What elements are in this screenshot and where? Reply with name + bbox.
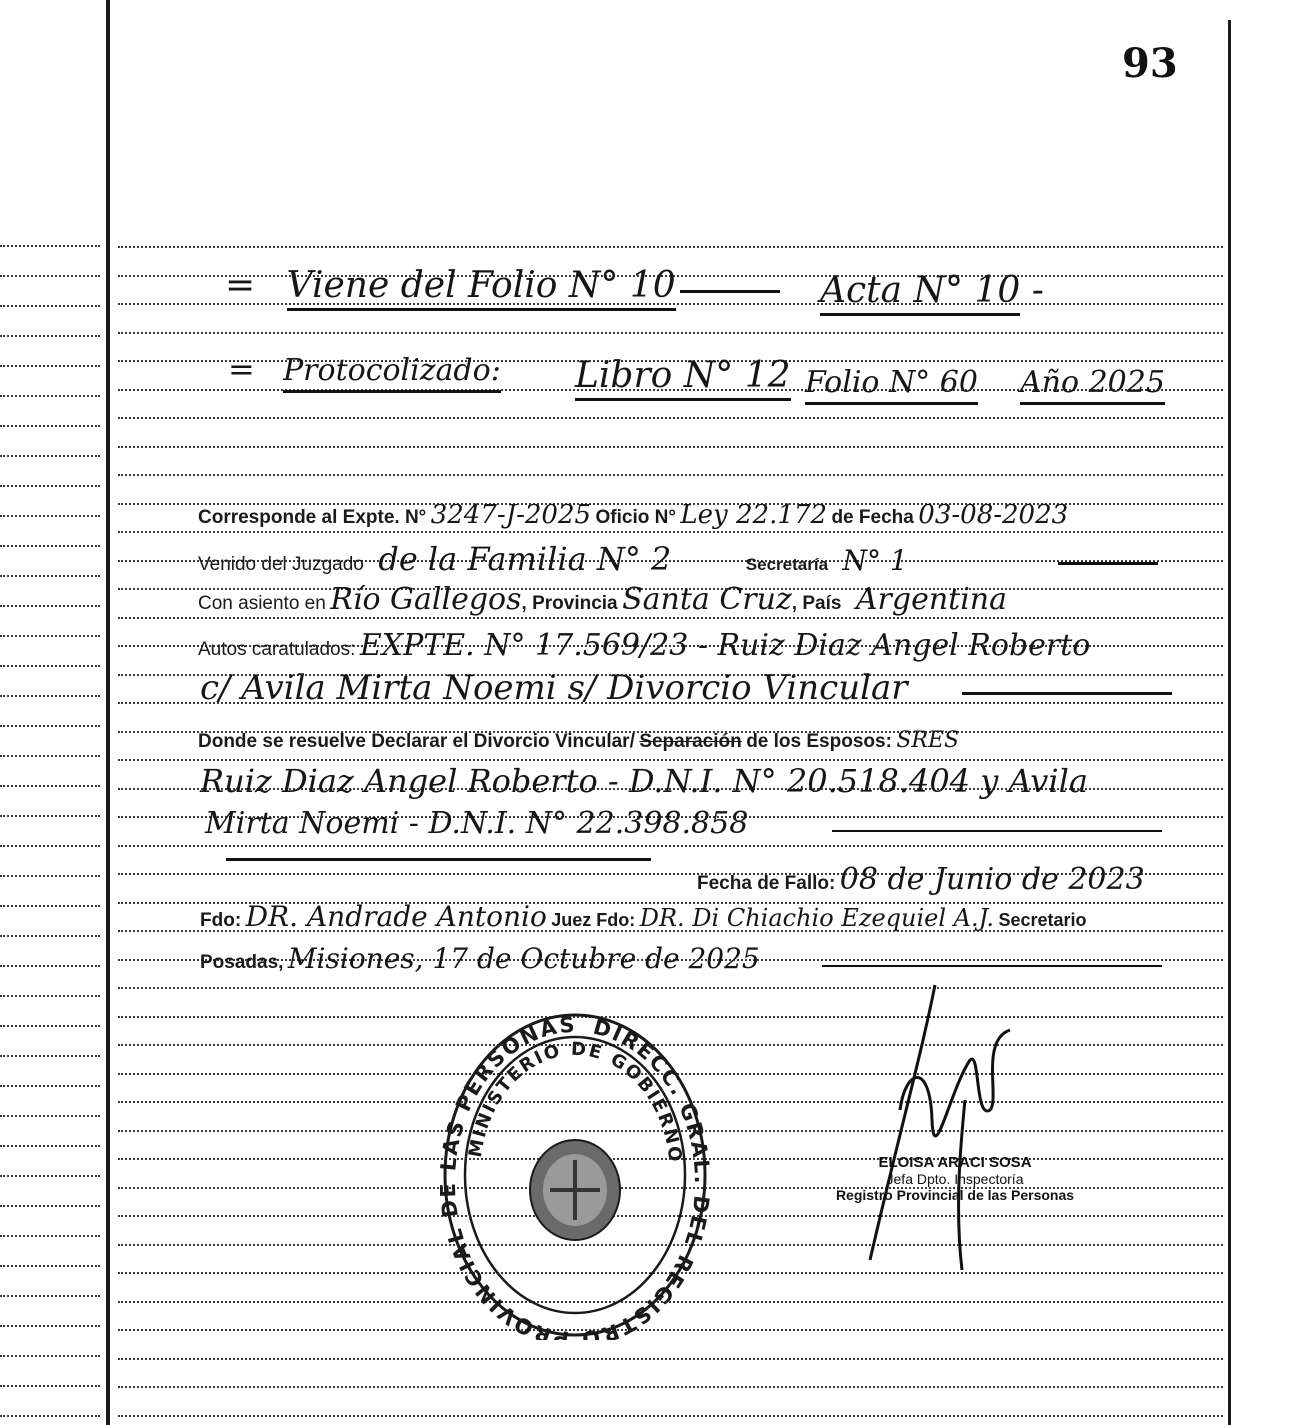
margin-rule: [0, 845, 100, 847]
margin-rule: [0, 1235, 100, 1237]
margin-rule: [0, 1145, 100, 1147]
form-row-juzgado: Venido del Juzgado de la Familia N° 2 Secretaría N° 1: [198, 540, 908, 578]
margin-rule: [0, 935, 100, 937]
signature-block: [810, 1154, 1100, 1203]
margin-rule: [0, 695, 100, 697]
line1-prefix: =: [225, 265, 256, 306]
ruled-line: [118, 845, 1223, 847]
ruled-line: [118, 1386, 1223, 1388]
margin-rule: [0, 545, 100, 547]
acta-number: Acta N° 10 -: [820, 270, 1044, 311]
form-row-esposos-2: Mirta Noemi - D.N.I. N° 22.398.858: [205, 806, 749, 841]
dash-row8: [832, 830, 1162, 832]
page-number: 93: [1122, 40, 1178, 87]
signatory-name: ELOISA ARACI SOSA: [878, 1154, 1032, 1171]
ruled-line: [118, 1358, 1223, 1360]
folio-number: Folio N° 60: [805, 365, 978, 405]
ruled-line: [118, 759, 1223, 761]
margin-rule: [0, 1385, 100, 1387]
margin-rule: [0, 485, 100, 487]
margin-rule: [0, 995, 100, 997]
form-row-autos: Autos caratulados: EXPTE. N° 17.569/23 - Ruiz Diaz Angel Roberto: [198, 628, 1091, 663]
margin-rule: [0, 245, 100, 247]
margin-rule: [0, 1085, 100, 1087]
margin-rule: [0, 515, 100, 517]
ruled-line: [118, 446, 1223, 448]
margin-rule: [0, 875, 100, 877]
margin-rule: [0, 725, 100, 727]
left-margin-line: [106, 0, 110, 1425]
form-row-resuelve: Donde se resuelve Declarar el Divorcio Vincular/ Separación de los Esposos: SRES: [198, 728, 960, 753]
dash-under-row8: [226, 858, 651, 861]
signatory-org: Registro Provincial de las Personas: [835, 1187, 1075, 1203]
dash-row2: [1058, 562, 1158, 565]
seal-outer-text: DIRECC. GRA EL REGISTRO PROVINCIAL AS PERSONAS: [440, 1012, 710, 1340]
margin-rule: [0, 905, 100, 907]
margin-rule: [0, 1025, 100, 1027]
margin-rule: [0, 1265, 100, 1267]
seal-inner-text: MINISTERIO DE GOBIERNO: [464, 1038, 686, 1165]
form-row-posadas: Posadas, Misiones, 17 de Octubre de 2025: [200, 942, 760, 975]
viene-del-folio: Viene del Folio N° 10: [287, 265, 676, 311]
margin-rule: [0, 275, 100, 277]
margin-rule: [0, 635, 100, 637]
header-line-2: [228, 350, 501, 388]
anio: Año 2025: [1020, 365, 1165, 405]
margin-rule: [0, 1175, 100, 1177]
margin-rule: [0, 1415, 100, 1417]
line2-prefix: =: [228, 350, 255, 388]
margin-rule: [0, 785, 100, 787]
margin-rule: [0, 575, 100, 577]
header-line-1: [225, 265, 676, 306]
right-margin-line: [1228, 20, 1231, 1425]
protocolizado-label: Protocolizado:: [283, 353, 501, 393]
ruled-line: [118, 531, 1223, 533]
signatory-role: Jefa Dpto. Inspectoría: [886, 1171, 1024, 1187]
margin-rule: [0, 425, 100, 427]
dash-connector: [680, 290, 780, 293]
margin-rule: [0, 755, 100, 757]
dash-row11: [822, 965, 1162, 967]
libro-number: Libro N° 12: [575, 355, 791, 401]
margin-rule: [0, 1355, 100, 1357]
margin-rule: [0, 815, 100, 817]
ruled-line: [118, 617, 1223, 619]
margin-rule: [0, 1205, 100, 1207]
margin-rule: [0, 1115, 100, 1117]
ruled-line: [118, 332, 1223, 334]
form-row-autos-cont: c/ Avila Mirta Noemi s/ Divorcio Vincular: [200, 668, 908, 708]
official-seal: [440, 1010, 710, 1340]
margin-rule: [0, 305, 100, 307]
signature-scribble: [860, 980, 1020, 1280]
form-row-esposos-1: Ruiz Diaz Angel Roberto - D.N.I. N° 20.518.404 y Avila: [200, 762, 1088, 800]
form-row-firmas: Fdo: DR. Andrade Antonio Juez Fdo: DR. Di Chiachio Ezequiel A.J. Secretario: [200, 900, 1087, 933]
ruled-line: [118, 474, 1223, 476]
margin-rule: [0, 605, 100, 607]
ruled-line: [118, 987, 1223, 989]
ruled-line: [118, 417, 1223, 419]
margin-rule: [0, 335, 100, 337]
margin-rule: [0, 455, 100, 457]
margin-rule: [0, 395, 100, 397]
form-row-fallo: Fecha de Fallo: 08 de Junio de 2023: [697, 862, 1145, 897]
margin-rule: [0, 365, 100, 367]
margin-rule: [0, 1325, 100, 1327]
form-row-asiento: Con asiento en Río Gallegos, Provincia Santa Cruz, País Argentina: [198, 582, 1008, 617]
ruled-line: [118, 246, 1223, 248]
margin-rule: [0, 965, 100, 967]
margin-rule: [0, 665, 100, 667]
margin-rule: [0, 1295, 100, 1297]
dash-row5: [962, 692, 1172, 695]
form-row-expediente: Corresponde al Expte. N° 3247-J-2025 Oficio N° Ley 22.172 de Fecha 03-08-2023: [198, 500, 1069, 530]
margin-rule: [0, 1055, 100, 1057]
ruled-line: [118, 1415, 1223, 1417]
